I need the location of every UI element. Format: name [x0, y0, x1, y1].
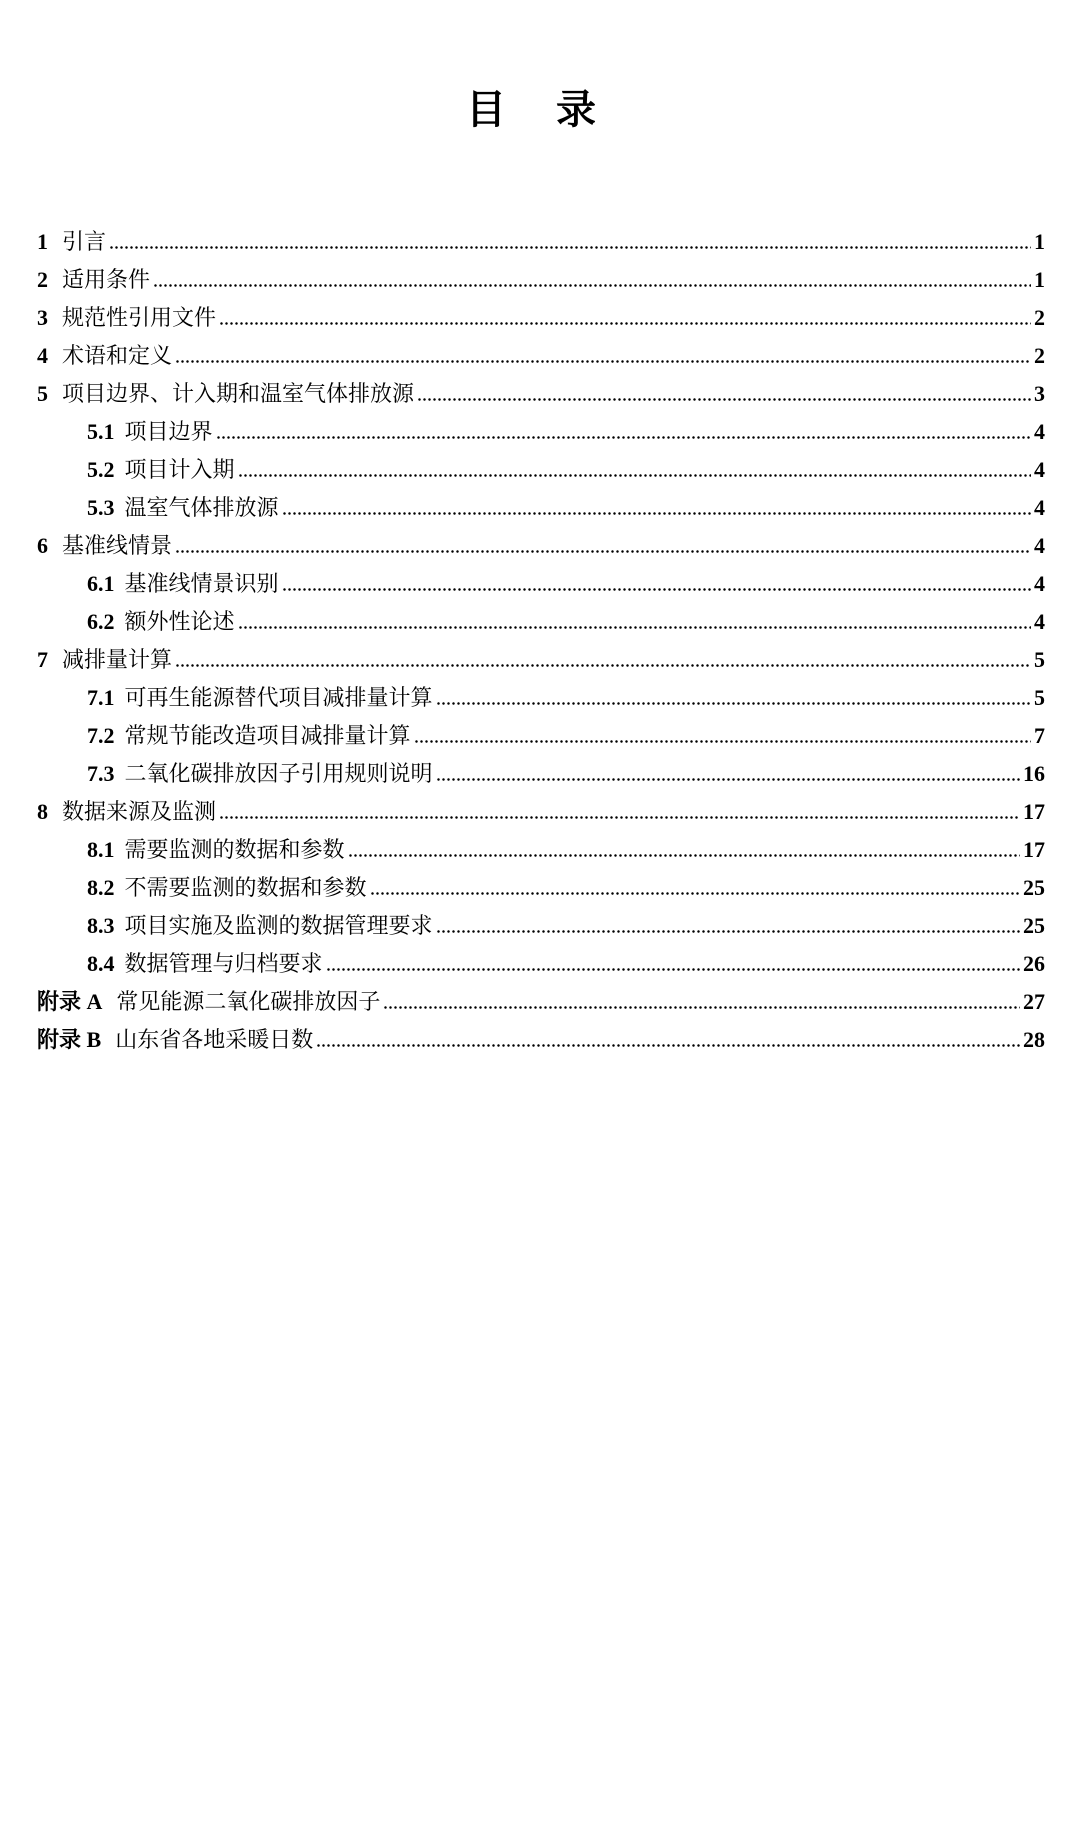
- toc-page-number: 3: [1034, 381, 1045, 406]
- toc-page-number: 7: [1034, 723, 1045, 748]
- toc-page-number: 25: [1023, 913, 1045, 938]
- toc-entry-number: 8.3: [87, 913, 115, 938]
- toc-entry-label: 需要监测的数据和参数: [124, 838, 345, 863]
- toc-page-number: 17: [1023, 837, 1045, 862]
- toc-page-number: 17: [1023, 799, 1045, 824]
- toc-dot-leader: [175, 550, 1031, 553]
- toc-entry[interactable]: [37, 831, 1045, 869]
- toc-entry-label: 常规节能改造项目减排量计算: [124, 724, 411, 749]
- toc-page-number: 4: [1034, 495, 1045, 520]
- toc-dot-leader: [417, 398, 1031, 401]
- toc-dot-leader: [175, 360, 1031, 363]
- toc-page-number: 28: [1023, 1027, 1045, 1052]
- toc-dot-leader: [282, 512, 1031, 515]
- toc-dot-leader: [436, 702, 1031, 705]
- toc-entry-label: 项目计入期: [124, 458, 235, 483]
- toc-page-number: 2: [1034, 343, 1045, 368]
- toc-entry-label: 适用条件: [62, 268, 151, 293]
- toc-entry[interactable]: [37, 679, 1045, 717]
- toc-dot-leader: [238, 626, 1031, 629]
- toc-entry[interactable]: [37, 527, 1045, 565]
- toc-dot-leader: [238, 474, 1031, 477]
- toc-entry-label: 基准线情景: [62, 534, 173, 559]
- toc-entry-label: 项目实施及监测的数据管理要求: [124, 914, 433, 939]
- toc-entry[interactable]: [37, 793, 1045, 831]
- toc-dot-leader: [436, 778, 1020, 781]
- toc-entry-title: [37, 1021, 313, 1060]
- toc-entry-number: 4: [37, 343, 48, 368]
- toc-entry[interactable]: [37, 869, 1045, 907]
- toc-entry-title: [37, 337, 172, 376]
- toc-page-number: 25: [1023, 875, 1045, 900]
- toc-entry-title: [87, 869, 367, 908]
- toc-page-number: 16: [1023, 761, 1045, 786]
- toc-entry[interactable]: [37, 565, 1045, 603]
- toc-entry[interactable]: [37, 717, 1045, 755]
- toc-entry-label: 术语和定义: [62, 344, 173, 369]
- toc-page-number: 26: [1023, 951, 1045, 976]
- toc-entry[interactable]: [37, 375, 1045, 413]
- toc-page-number: 4: [1034, 419, 1045, 444]
- toc-entry-number: 7.3: [87, 761, 115, 786]
- toc-entry-title: [87, 907, 433, 946]
- toc-entry-title: [37, 261, 150, 300]
- toc-page-number: 5: [1034, 685, 1045, 710]
- toc-entry-title: [37, 375, 414, 414]
- toc-dot-leader: [370, 892, 1020, 895]
- toc-entry-title: [87, 489, 279, 528]
- toc-entry-label: 规范性引用文件: [62, 306, 217, 331]
- toc-entry-title: [37, 793, 216, 832]
- toc-entry-number: 1: [37, 229, 48, 254]
- toc-entry-number: 2: [37, 267, 48, 292]
- toc-page-number: 4: [1034, 571, 1045, 596]
- toc-entry-label: 减排量计算: [62, 648, 173, 673]
- toc-page-number: 2: [1034, 305, 1045, 330]
- toc-entry-label: 额外性论述: [124, 610, 235, 635]
- toc-entry[interactable]: [37, 945, 1045, 983]
- toc-entry-number: 7.2: [87, 723, 115, 748]
- toc-page-number: 1: [1034, 267, 1045, 292]
- toc-page-number: 1: [1034, 229, 1045, 254]
- toc-entry-label: 二氧化碳排放因子引用规则说明: [124, 762, 433, 787]
- toc-entry-label: 引言: [62, 230, 107, 255]
- toc-entry-label: 温室气体排放源: [124, 496, 279, 521]
- toc-entry-number: 5.3: [87, 495, 115, 520]
- toc-entry[interactable]: [37, 641, 1045, 679]
- toc-entry[interactable]: [37, 907, 1045, 945]
- toc-entry-number: 8: [37, 799, 48, 824]
- toc-entry-label: 基准线情景识别: [124, 572, 279, 597]
- toc-dot-leader: [282, 588, 1031, 591]
- toc-page-number: 27: [1023, 989, 1045, 1014]
- toc-entry-label: 不需要监测的数据和参数: [124, 876, 367, 901]
- toc-dot-leader: [219, 816, 1020, 819]
- toc-entry-label: 项目边界、计入期和温室气体排放源: [62, 382, 415, 407]
- toc-entry[interactable]: [37, 413, 1045, 451]
- toc-entry[interactable]: [37, 755, 1045, 793]
- toc-dot-leader: [414, 740, 1031, 743]
- toc-dot-leader: [316, 1044, 1020, 1047]
- page-title: 目 录: [466, 86, 614, 133]
- toc-entry-label: 项目边界: [124, 420, 213, 445]
- toc-dot-leader: [436, 930, 1020, 933]
- toc-entry-title: [87, 717, 411, 756]
- toc-entry[interactable]: [37, 451, 1045, 489]
- toc-entry-number: 5.2: [87, 457, 115, 482]
- toc-entry-title: [37, 299, 216, 338]
- toc-entry[interactable]: [37, 1021, 1045, 1059]
- toc-entry-title: [37, 223, 106, 262]
- toc-dot-leader: [326, 968, 1020, 971]
- toc-entry-number: 6: [37, 533, 48, 558]
- toc-dot-leader: [109, 246, 1031, 249]
- toc-entry-number: 6.1: [87, 571, 115, 596]
- toc-page-number: 5: [1034, 647, 1045, 672]
- toc-entry-title: [87, 603, 235, 642]
- toc-entry-title: [87, 565, 279, 604]
- toc-entry-number: 7: [37, 647, 48, 672]
- toc-entry-number: 5: [37, 381, 48, 406]
- toc-entry-number: 附录 B: [37, 1027, 102, 1052]
- toc-dot-leader: [216, 436, 1031, 439]
- toc-entry-label: 数据来源及监测: [62, 800, 217, 825]
- toc-entry-number: 5.1: [87, 419, 115, 444]
- toc-dot-leader: [175, 664, 1031, 667]
- toc-dot-leader: [348, 854, 1020, 857]
- toc-entry-label: 可再生能源替代项目减排量计算: [124, 686, 433, 711]
- toc-entry-title: [87, 679, 433, 718]
- toc-entry-title: [87, 831, 345, 870]
- toc-entry-number: 6.2: [87, 609, 115, 634]
- toc-entry-label: 山东省各地采暖日数: [115, 1028, 314, 1053]
- toc-entry[interactable]: [37, 299, 1045, 337]
- toc-entry-number: 8.1: [87, 837, 115, 862]
- toc-entry-label: 常见能源二氧化碳排放因子: [116, 990, 381, 1015]
- toc-entry-title: [87, 413, 213, 452]
- toc-entry-label: 数据管理与归档要求: [124, 952, 323, 977]
- toc-entry-title: [87, 451, 235, 490]
- toc-entry[interactable]: [37, 223, 1045, 261]
- toc-page-number: 4: [1034, 609, 1045, 634]
- toc-entry[interactable]: [37, 983, 1045, 1021]
- toc-entry-number: 8.2: [87, 875, 115, 900]
- toc-entry-number: 7.1: [87, 685, 115, 710]
- toc-entry[interactable]: [37, 261, 1045, 299]
- toc-entry-number: 3: [37, 305, 48, 330]
- toc-dot-leader: [153, 284, 1031, 287]
- toc-entry-title: [37, 641, 172, 680]
- toc-entry-number: 附录 A: [37, 989, 103, 1014]
- toc-entry[interactable]: [37, 489, 1045, 527]
- toc-dot-leader: [383, 1006, 1020, 1009]
- toc-dot-leader: [219, 322, 1031, 325]
- toc-entry-number: 8.4: [87, 951, 115, 976]
- toc-entry[interactable]: [37, 337, 1045, 375]
- toc-entry-title: [87, 945, 323, 984]
- toc-entry-title: [37, 983, 380, 1022]
- toc-page-number: 4: [1034, 533, 1045, 558]
- toc-entry-title: [87, 755, 433, 794]
- table-of-contents: [37, 223, 1045, 1059]
- toc-page-number: 4: [1034, 457, 1045, 482]
- toc-entry[interactable]: [37, 603, 1045, 641]
- toc-entry-title: [37, 527, 172, 566]
